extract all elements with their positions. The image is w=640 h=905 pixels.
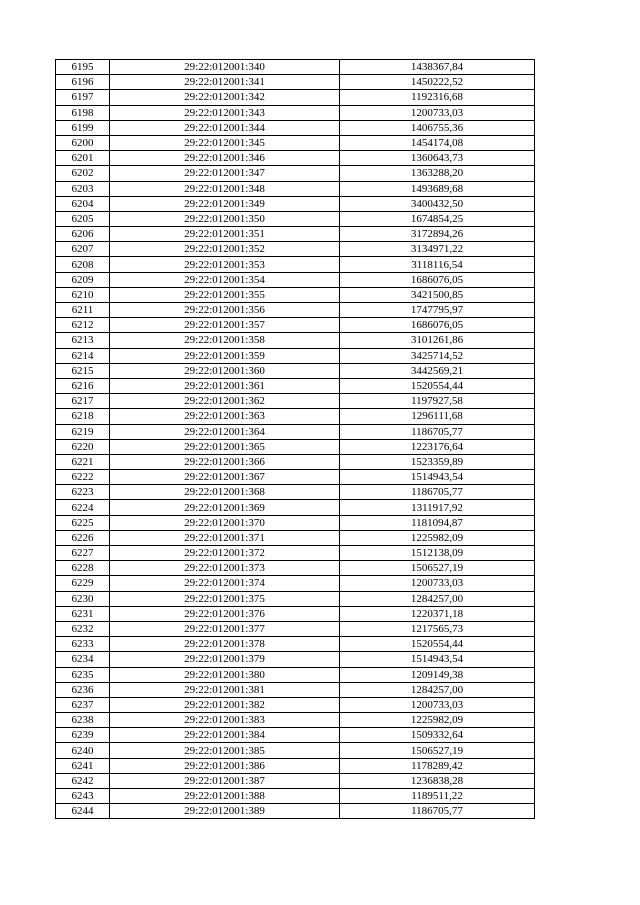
cadastral-number-cell: 29:22:012001:344 <box>110 120 340 135</box>
row-number-cell: 6206 <box>56 227 110 242</box>
cadastral-value-cell: 1186705,77 <box>340 804 535 819</box>
cadastral-value-cell: 3172894,26 <box>340 227 535 242</box>
table-row <box>56 60 535 75</box>
row-number-cell: 6226 <box>56 530 110 545</box>
table-row <box>56 576 535 591</box>
table-row <box>56 90 535 105</box>
row-number-cell: 6199 <box>56 120 110 135</box>
cadastral-number-cell: 29:22:012001:376 <box>110 606 340 621</box>
cadastral-value-cell: 3421500,85 <box>340 287 535 302</box>
cadastral-number-cell: 29:22:012001:346 <box>110 151 340 166</box>
cadastral-value-cell: 1493689,68 <box>340 181 535 196</box>
cadastral-value-cell: 1284257,00 <box>340 682 535 697</box>
row-number-cell: 6228 <box>56 561 110 576</box>
cadastral-value-cell: 1223176,64 <box>340 439 535 454</box>
cadastral-number-cell: 29:22:012001:381 <box>110 682 340 697</box>
cadastral-number-cell: 29:22:012001:354 <box>110 272 340 287</box>
cadastral-value-cell: 1747795,97 <box>340 303 535 318</box>
table-row <box>56 637 535 652</box>
cadastral-value-cell: 3101261,86 <box>340 333 535 348</box>
row-number-cell: 6214 <box>56 348 110 363</box>
cadastral-value-cell: 1181094,87 <box>340 515 535 530</box>
row-number-cell: 6207 <box>56 242 110 257</box>
cadastral-number-cell: 29:22:012001:388 <box>110 789 340 804</box>
table-row <box>56 272 535 287</box>
row-number-cell: 6238 <box>56 713 110 728</box>
cadastral-number-cell: 29:22:012001:370 <box>110 515 340 530</box>
row-number-cell: 6201 <box>56 151 110 166</box>
row-number-cell: 6202 <box>56 166 110 181</box>
cadastral-number-cell: 29:22:012001:360 <box>110 363 340 378</box>
table-row <box>56 561 535 576</box>
table-row <box>56 394 535 409</box>
table-row <box>56 151 535 166</box>
row-number-cell: 6217 <box>56 394 110 409</box>
cadastral-number-cell: 29:22:012001:378 <box>110 637 340 652</box>
row-number-cell: 6205 <box>56 211 110 226</box>
table-row <box>56 378 535 393</box>
row-number-cell: 6242 <box>56 773 110 788</box>
cadastral-value-cell: 1454174,08 <box>340 135 535 150</box>
cadastral-number-cell: 29:22:012001:345 <box>110 135 340 150</box>
row-number-cell: 6215 <box>56 363 110 378</box>
row-number-cell: 6241 <box>56 758 110 773</box>
table-row <box>56 287 535 302</box>
row-number-cell: 6231 <box>56 606 110 621</box>
cadastral-number-cell: 29:22:012001:357 <box>110 318 340 333</box>
row-number-cell: 6203 <box>56 181 110 196</box>
cadastral-number-cell: 29:22:012001:340 <box>110 60 340 75</box>
row-number-cell: 6236 <box>56 682 110 697</box>
cadastral-number-cell: 29:22:012001:383 <box>110 713 340 728</box>
cadastral-value-cell: 1189511,22 <box>340 789 535 804</box>
table-row <box>56 227 535 242</box>
cadastral-value-cell: 1363288,20 <box>340 166 535 181</box>
cadastral-value-cell: 1220371,18 <box>340 606 535 621</box>
cadastral-value-cell: 1178289,42 <box>340 758 535 773</box>
cadastral-value-table <box>55 59 535 819</box>
cadastral-value-cell: 1192316,68 <box>340 90 535 105</box>
row-number-cell: 6223 <box>56 485 110 500</box>
row-number-cell: 6195 <box>56 60 110 75</box>
table-row <box>56 242 535 257</box>
cadastral-number-cell: 29:22:012001:341 <box>110 75 340 90</box>
cadastral-value-cell: 3134971,22 <box>340 242 535 257</box>
row-number-cell: 6243 <box>56 789 110 804</box>
cadastral-value-cell: 1520554,44 <box>340 637 535 652</box>
table-row <box>56 211 535 226</box>
cadastral-value-cell: 1200733,03 <box>340 105 535 120</box>
cadastral-value-cell: 1686076,05 <box>340 272 535 287</box>
cadastral-value-cell: 1225982,09 <box>340 713 535 728</box>
table-row <box>56 652 535 667</box>
table-row <box>56 546 535 561</box>
cadastral-value-cell: 1520554,44 <box>340 378 535 393</box>
row-number-cell: 6218 <box>56 409 110 424</box>
cadastral-number-cell: 29:22:012001:382 <box>110 697 340 712</box>
cadastral-number-cell: 29:22:012001:387 <box>110 773 340 788</box>
row-number-cell: 6225 <box>56 515 110 530</box>
table-row <box>56 166 535 181</box>
row-number-cell: 6200 <box>56 135 110 150</box>
cadastral-value-cell: 3400432,50 <box>340 196 535 211</box>
row-number-cell: 6204 <box>56 196 110 211</box>
table-row <box>56 515 535 530</box>
cadastral-number-cell: 29:22:012001:373 <box>110 561 340 576</box>
cadastral-value-cell: 1506527,19 <box>340 743 535 758</box>
cadastral-value-cell: 1514943,54 <box>340 470 535 485</box>
table-row <box>56 606 535 621</box>
row-number-cell: 6212 <box>56 318 110 333</box>
table-row <box>56 621 535 636</box>
row-number-cell: 6232 <box>56 621 110 636</box>
row-number-cell: 6230 <box>56 591 110 606</box>
table-row <box>56 530 535 545</box>
row-number-cell: 6216 <box>56 378 110 393</box>
cadastral-value-cell: 1406755,36 <box>340 120 535 135</box>
cadastral-number-cell: 29:22:012001:348 <box>110 181 340 196</box>
table-row <box>56 728 535 743</box>
table-body <box>56 60 535 819</box>
table-row <box>56 758 535 773</box>
cadastral-value-cell: 1523359,89 <box>340 454 535 469</box>
cadastral-value-cell: 1450222,52 <box>340 75 535 90</box>
cadastral-value-cell: 1674854,25 <box>340 211 535 226</box>
table-row <box>56 804 535 819</box>
cadastral-value-cell: 3118116,54 <box>340 257 535 272</box>
cadastral-value-cell: 1186705,77 <box>340 485 535 500</box>
cadastral-value-cell: 1512138,09 <box>340 546 535 561</box>
table-row <box>56 470 535 485</box>
cadastral-number-cell: 29:22:012001:362 <box>110 394 340 409</box>
cadastral-number-cell: 29:22:012001:367 <box>110 470 340 485</box>
row-number-cell: 6233 <box>56 637 110 652</box>
cadastral-value-cell: 1514943,54 <box>340 652 535 667</box>
cadastral-number-cell: 29:22:012001:355 <box>110 287 340 302</box>
row-number-cell: 6221 <box>56 454 110 469</box>
table-row <box>56 454 535 469</box>
cadastral-number-cell: 29:22:012001:384 <box>110 728 340 743</box>
table-row <box>56 667 535 682</box>
cadastral-value-cell: 1509332,64 <box>340 728 535 743</box>
cadastral-value-cell: 1217565,73 <box>340 621 535 636</box>
cadastral-number-cell: 29:22:012001:374 <box>110 576 340 591</box>
row-number-cell: 6234 <box>56 652 110 667</box>
table-row <box>56 409 535 424</box>
row-number-cell: 6220 <box>56 439 110 454</box>
table-row <box>56 333 535 348</box>
table-row <box>56 789 535 804</box>
cadastral-number-cell: 29:22:012001:371 <box>110 530 340 545</box>
cadastral-value-cell: 1236838,28 <box>340 773 535 788</box>
cadastral-number-cell: 29:22:012001:379 <box>110 652 340 667</box>
row-number-cell: 6209 <box>56 272 110 287</box>
cadastral-number-cell: 29:22:012001:380 <box>110 667 340 682</box>
table-row <box>56 303 535 318</box>
cadastral-value-cell: 1197927,58 <box>340 394 535 409</box>
cadastral-value-cell: 3425714,52 <box>340 348 535 363</box>
cadastral-number-cell: 29:22:012001:366 <box>110 454 340 469</box>
row-number-cell: 6235 <box>56 667 110 682</box>
table-row <box>56 318 535 333</box>
cadastral-number-cell: 29:22:012001:368 <box>110 485 340 500</box>
row-number-cell: 6244 <box>56 804 110 819</box>
table-row <box>56 181 535 196</box>
row-number-cell: 6222 <box>56 470 110 485</box>
cadastral-number-cell: 29:22:012001:372 <box>110 546 340 561</box>
cadastral-number-cell: 29:22:012001:349 <box>110 196 340 211</box>
cadastral-number-cell: 29:22:012001:361 <box>110 378 340 393</box>
cadastral-number-cell: 29:22:012001:369 <box>110 500 340 515</box>
cadastral-number-cell: 29:22:012001:347 <box>110 166 340 181</box>
table-row <box>56 485 535 500</box>
cadastral-number-cell: 29:22:012001:365 <box>110 439 340 454</box>
table-row <box>56 743 535 758</box>
cadastral-number-cell: 29:22:012001:364 <box>110 424 340 439</box>
table-row <box>56 105 535 120</box>
cadastral-value-cell: 1284257,00 <box>340 591 535 606</box>
table-row <box>56 196 535 211</box>
table-row <box>56 75 535 90</box>
cadastral-number-cell: 29:22:012001:385 <box>110 743 340 758</box>
table-row <box>56 773 535 788</box>
cadastral-value-cell: 1438367,84 <box>340 60 535 75</box>
row-number-cell: 6211 <box>56 303 110 318</box>
table-row <box>56 697 535 712</box>
table-row <box>56 348 535 363</box>
cadastral-value-cell: 1200733,03 <box>340 697 535 712</box>
table-row <box>56 682 535 697</box>
cadastral-number-cell: 29:22:012001:377 <box>110 621 340 636</box>
row-number-cell: 6196 <box>56 75 110 90</box>
cadastral-number-cell: 29:22:012001:358 <box>110 333 340 348</box>
cadastral-value-cell: 1186705,77 <box>340 424 535 439</box>
row-number-cell: 6198 <box>56 105 110 120</box>
cadastral-value-cell: 3442569,21 <box>340 363 535 378</box>
table-row <box>56 713 535 728</box>
cadastral-value-cell: 1209149,38 <box>340 667 535 682</box>
cadastral-value-cell: 1360643,73 <box>340 151 535 166</box>
row-number-cell: 6229 <box>56 576 110 591</box>
cadastral-value-cell: 1506527,19 <box>340 561 535 576</box>
cadastral-value-cell: 1296111,68 <box>340 409 535 424</box>
cadastral-number-cell: 29:22:012001:359 <box>110 348 340 363</box>
row-number-cell: 6227 <box>56 546 110 561</box>
table-row <box>56 591 535 606</box>
cadastral-number-cell: 29:22:012001:386 <box>110 758 340 773</box>
row-number-cell: 6224 <box>56 500 110 515</box>
row-number-cell: 6213 <box>56 333 110 348</box>
table-row <box>56 424 535 439</box>
cadastral-number-cell: 29:22:012001:353 <box>110 257 340 272</box>
cadastral-value-cell: 1200733,03 <box>340 576 535 591</box>
cadastral-value-cell: 1686076,05 <box>340 318 535 333</box>
cadastral-number-cell: 29:22:012001:343 <box>110 105 340 120</box>
table-row <box>56 500 535 515</box>
cadastral-value-cell: 1311917,92 <box>340 500 535 515</box>
row-number-cell: 6210 <box>56 287 110 302</box>
row-number-cell: 6239 <box>56 728 110 743</box>
cadastral-number-cell: 29:22:012001:356 <box>110 303 340 318</box>
cadastral-number-cell: 29:22:012001:351 <box>110 227 340 242</box>
cadastral-number-cell: 29:22:012001:363 <box>110 409 340 424</box>
cadastral-number-cell: 29:22:012001:375 <box>110 591 340 606</box>
cadastral-number-cell: 29:22:012001:352 <box>110 242 340 257</box>
table-row <box>56 120 535 135</box>
row-number-cell: 6240 <box>56 743 110 758</box>
row-number-cell: 6197 <box>56 90 110 105</box>
row-number-cell: 6237 <box>56 697 110 712</box>
table-row <box>56 439 535 454</box>
cadastral-number-cell: 29:22:012001:342 <box>110 90 340 105</box>
table-row <box>56 135 535 150</box>
cadastral-value-cell: 1225982,09 <box>340 530 535 545</box>
cadastral-number-cell: 29:22:012001:389 <box>110 804 340 819</box>
table-row <box>56 363 535 378</box>
row-number-cell: 6208 <box>56 257 110 272</box>
table-row <box>56 257 535 272</box>
row-number-cell: 6219 <box>56 424 110 439</box>
cadastral-number-cell: 29:22:012001:350 <box>110 211 340 226</box>
